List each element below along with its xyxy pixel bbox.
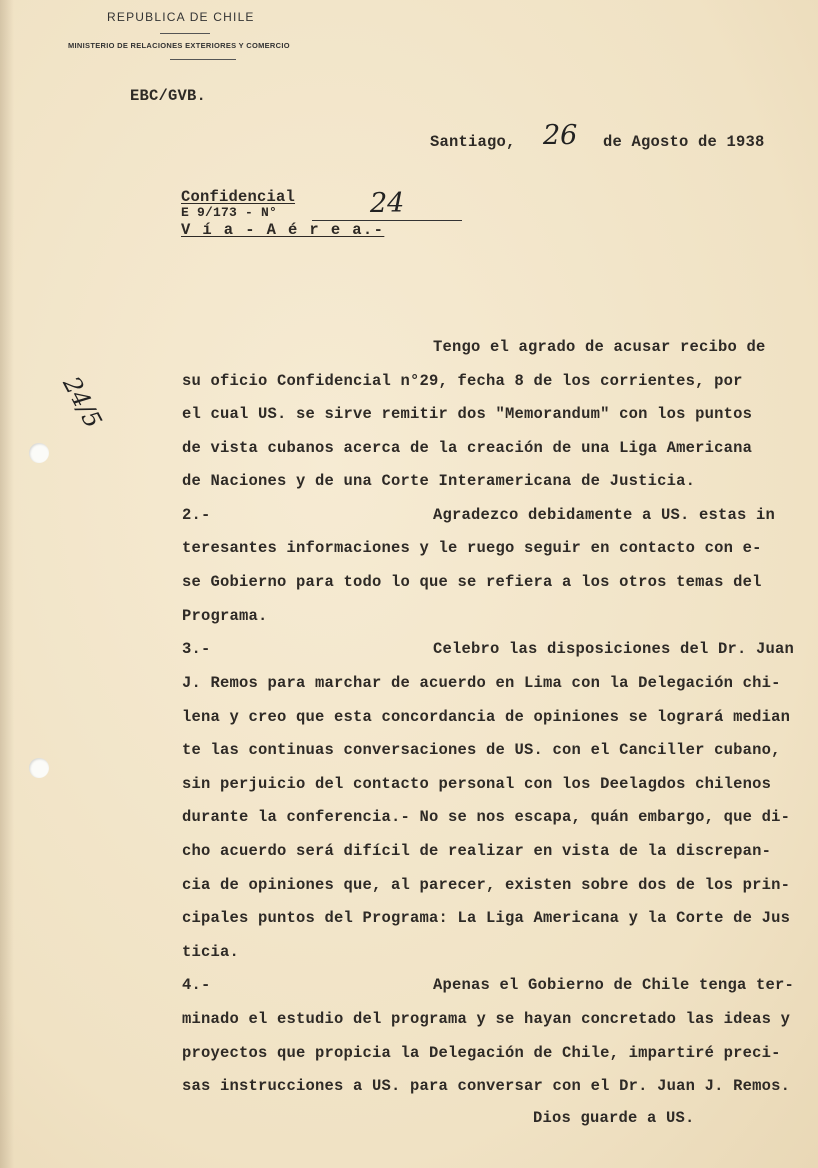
- body-line: teresantes informaciones y le ruego seguir en contacto con e-: [182, 539, 762, 557]
- body-line: cia de opiniones que, al parecer, existen sobre dos de los prin-: [182, 876, 791, 894]
- body-line: sin perjuicio del contacto personal con los Deelagdos chilenos: [182, 775, 772, 793]
- letterhead-country: REPUBLICA DE CHILE: [107, 10, 255, 24]
- classification-via: V í a - A é r e a.-: [181, 221, 385, 239]
- letterhead-rule-top: [160, 33, 210, 34]
- date-rest: de Agosto de 1938: [603, 133, 765, 151]
- classification-label: Confidencial: [181, 188, 296, 206]
- body-line: 2.-: [182, 506, 211, 524]
- body-line: 4.-: [182, 976, 211, 994]
- letterhead-rule-bottom: [170, 59, 236, 60]
- body-line: Agradezco debidamente a US. estas in: [433, 506, 776, 524]
- body-line: minado el estudio del programa y se hayan concretado las ideas y: [182, 1010, 791, 1028]
- margin-handwritten-note: 24/5: [57, 372, 108, 433]
- body-line: cho acuerdo será difícil de realizar en vista de la discrepan-: [182, 842, 772, 860]
- body-line: durante la conferencia.- No se nos escapa, quán embargo, que di-: [182, 808, 791, 826]
- body-line: cipales puntos del Programa: La Liga Americana y la Corte de Jus: [182, 909, 791, 927]
- body-line: Programa.: [182, 607, 268, 625]
- body-line: proyectos que propicia la Delegación de Chile, impartiré preci-: [182, 1044, 781, 1062]
- body-line: Dios guarde a US.: [533, 1109, 695, 1127]
- body-line: J. Remos para marchar de acuerdo en Lima con la Delegación chi-: [182, 674, 781, 692]
- body-line: Tengo el agrado de acusar recibo de: [433, 338, 766, 356]
- letterhead-ministry: MINISTERIO DE RELACIONES EXTERIORES Y COMERCIO: [68, 41, 290, 50]
- punch-hole-upper: [29, 443, 49, 463]
- page-edge-shadow: [0, 0, 14, 1168]
- date-city: Santiago,: [430, 133, 516, 151]
- date-day-handwritten: 26: [543, 120, 578, 151]
- body-line: de Naciones y de una Corte Interamericana de Justicia.: [182, 472, 696, 490]
- body-line: ticia.: [182, 943, 240, 961]
- body-line: se Gobierno para todo lo que se refiera a los otros temas del: [182, 573, 762, 591]
- body-line: sas instrucciones a US. para conversar con el Dr. Juan J. Remos.: [182, 1077, 791, 1095]
- body-line: su oficio Confidencial n°29, fecha 8 de los corrientes, por: [182, 372, 743, 390]
- punch-hole-lower: [29, 758, 49, 778]
- body-line: Apenas el Gobierno de Chile tenga ter-: [433, 976, 795, 994]
- classification-number-handwritten: 24: [370, 188, 405, 219]
- classification-code: E 9/173 - N°: [181, 205, 278, 220]
- reference-initials: EBC/GVB.: [130, 87, 207, 105]
- body-line: 3.-: [182, 640, 211, 658]
- body-line: lena y creo que esta concordancia de opiniones se logrará median: [182, 708, 791, 726]
- body-line: el cual US. se sirve remitir dos "Memorandum" con los puntos: [182, 405, 753, 423]
- body-line: te las continuas conversaciones de US. con el Canciller cubano,: [182, 741, 781, 759]
- body-line: de vista cubanos acerca de la creación de una Liga Americana: [182, 439, 753, 457]
- body-line: Celebro las disposiciones del Dr. Juan: [433, 640, 795, 658]
